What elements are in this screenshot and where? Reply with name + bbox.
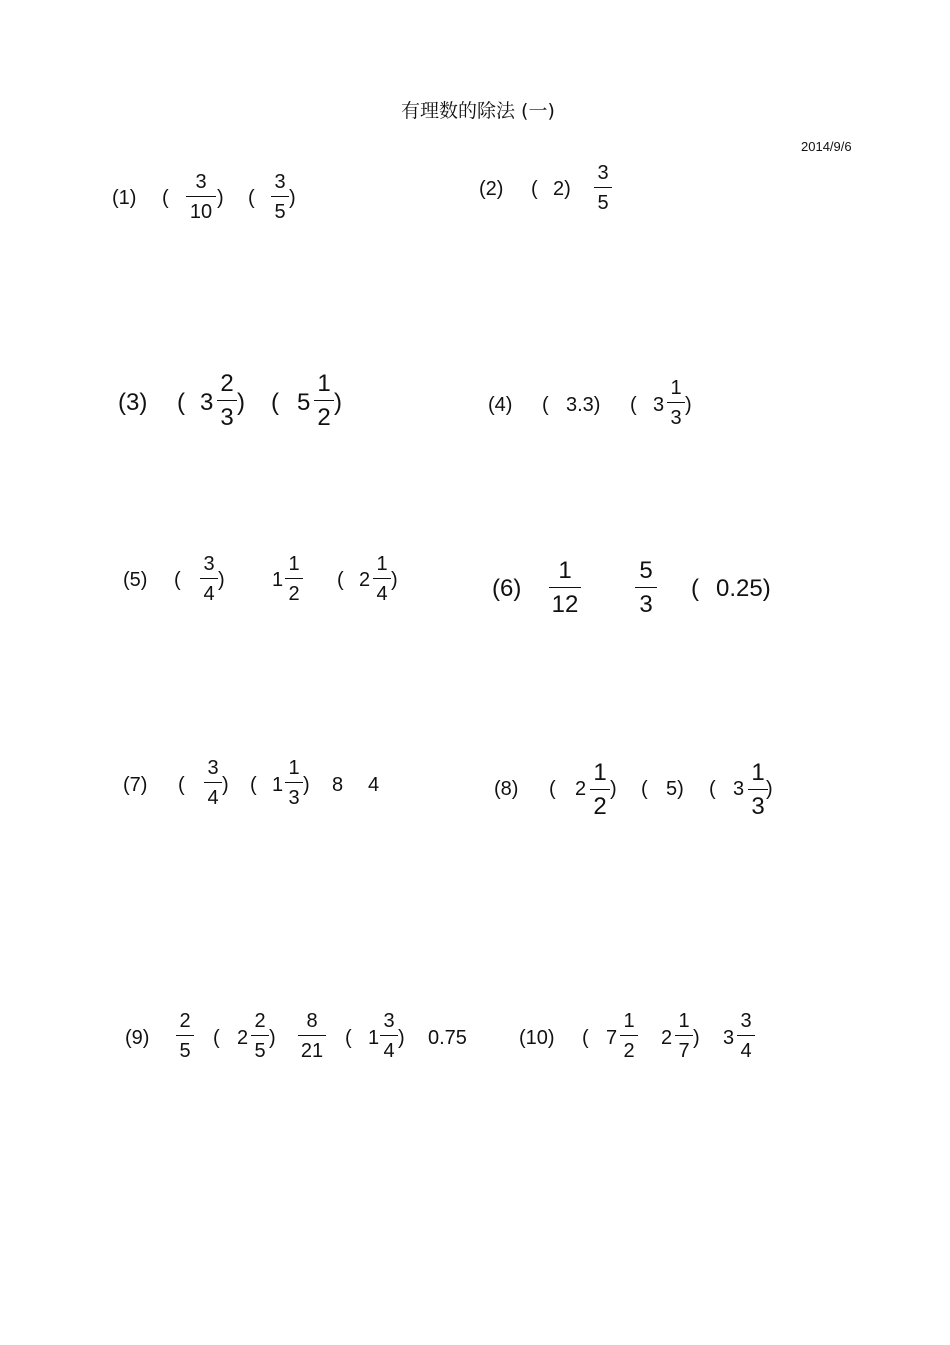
numerator: 3 xyxy=(274,171,286,193)
numerator: 8 xyxy=(306,1010,318,1032)
numerator: 3 xyxy=(597,162,609,184)
fraction-bar xyxy=(204,782,222,783)
paren-close: ) xyxy=(222,774,229,796)
fraction xyxy=(176,1011,194,1061)
paren-open: ( xyxy=(337,569,344,591)
problem-label: (4) xyxy=(488,394,513,416)
whole-number: 3 xyxy=(733,778,745,800)
fraction xyxy=(251,1011,269,1061)
denominator: 4 xyxy=(207,787,219,809)
denominator: 2 xyxy=(288,583,300,605)
problem-label: (10) xyxy=(519,1027,555,1049)
paren-open: ( xyxy=(582,1027,589,1049)
numerator: 2 xyxy=(254,1010,266,1032)
problem-label: (1) xyxy=(112,187,137,209)
fraction xyxy=(271,172,289,222)
paren-close: ) xyxy=(334,389,342,416)
fraction xyxy=(590,761,610,819)
fraction-bar xyxy=(748,789,768,790)
paren-close: ) xyxy=(289,187,296,209)
paren-open: ( xyxy=(531,178,538,200)
fraction-bar xyxy=(590,789,610,790)
numerator: 3 xyxy=(383,1010,395,1032)
numerator: 3 xyxy=(740,1010,752,1032)
paren-open: ( xyxy=(641,778,648,800)
numerator: 3 xyxy=(207,757,219,779)
numerator: 1 xyxy=(678,1010,690,1032)
paren-open: ( xyxy=(691,575,699,602)
numerator: 1 xyxy=(288,757,300,779)
fraction-bar xyxy=(594,187,612,188)
whole-number: 7 xyxy=(606,1027,618,1049)
fraction-bar xyxy=(217,400,237,401)
paren-open: ( xyxy=(250,774,257,796)
value: 3.3) xyxy=(566,394,601,416)
fraction-bar xyxy=(251,1035,269,1036)
whole-number: 1 xyxy=(368,1027,380,1049)
fraction xyxy=(675,1011,693,1061)
date: 2014/9/6 xyxy=(801,139,852,154)
fraction xyxy=(204,758,222,808)
fraction-bar xyxy=(620,1035,638,1036)
paren-open: ( xyxy=(174,569,181,591)
numerator: 1 xyxy=(593,759,607,786)
denominator: 7 xyxy=(678,1040,690,1062)
fraction-bar xyxy=(176,1035,194,1036)
whole-number: 3 xyxy=(653,394,665,416)
fraction-bar xyxy=(667,402,685,403)
fraction xyxy=(314,372,334,430)
fraction xyxy=(748,761,768,819)
paren-open: ( xyxy=(213,1027,220,1049)
paren-open: ( xyxy=(549,778,556,800)
fraction xyxy=(620,1011,638,1061)
numerator: 3 xyxy=(195,171,207,193)
numerator: 1 xyxy=(317,370,331,397)
problem-label: (6) xyxy=(492,575,522,602)
denominator: 5 xyxy=(254,1040,266,1062)
whole-number: 2 xyxy=(359,569,371,591)
paren-open: ( xyxy=(248,187,255,209)
paren-close: ) xyxy=(398,1027,405,1049)
paren-open: ( xyxy=(162,187,169,209)
numerator: 1 xyxy=(623,1010,635,1032)
denominator: 2 xyxy=(317,404,331,431)
whole-number: 3 xyxy=(723,1027,735,1049)
value: 8 xyxy=(332,774,344,796)
paren-close: ) xyxy=(391,569,398,591)
fraction xyxy=(200,554,218,604)
fraction xyxy=(667,378,685,428)
denominator: 21 xyxy=(300,1040,324,1062)
numerator: 3 xyxy=(203,553,215,575)
fraction xyxy=(635,559,657,617)
paren-open: ( xyxy=(345,1027,352,1049)
problem-label: (3) xyxy=(118,389,148,416)
fraction-bar xyxy=(285,578,303,579)
fraction-bar xyxy=(549,587,581,588)
paren-open: ( xyxy=(177,389,185,416)
fraction-bar xyxy=(271,196,289,197)
paren-open: ( xyxy=(178,774,185,796)
denominator: 2 xyxy=(593,793,607,820)
value: 4 xyxy=(368,774,380,796)
page-title: 有理数的除法 (一) xyxy=(401,100,555,122)
fraction-bar xyxy=(285,782,303,783)
denominator: 4 xyxy=(203,583,215,605)
fraction xyxy=(186,172,216,222)
whole-number: 3 xyxy=(200,389,214,416)
whole-number: 2 xyxy=(661,1027,673,1049)
paren-close: ) xyxy=(685,394,692,416)
paren-open: ( xyxy=(630,394,637,416)
denominator: 2 xyxy=(623,1040,635,1062)
denominator: 4 xyxy=(376,583,388,605)
fraction-bar xyxy=(635,587,657,588)
numerator: 1 xyxy=(376,553,388,575)
denominator: 4 xyxy=(740,1040,752,1062)
numerator: 1 xyxy=(670,377,682,399)
paren-open: ( xyxy=(271,389,279,416)
fraction-bar xyxy=(380,1035,398,1036)
whole-number: 1 xyxy=(272,774,284,796)
value: 5) xyxy=(666,778,684,800)
problem-label: (7) xyxy=(123,774,148,796)
numerator: 1 xyxy=(558,557,572,584)
fraction xyxy=(285,758,303,808)
problem-label: (9) xyxy=(125,1027,150,1049)
problem-label: (8) xyxy=(494,778,519,800)
fraction xyxy=(737,1011,755,1061)
problem-label: (5) xyxy=(123,569,148,591)
fraction-bar xyxy=(298,1035,326,1036)
denominator: 3 xyxy=(751,793,765,820)
numerator: 2 xyxy=(220,370,234,397)
denominator: 5 xyxy=(597,192,609,214)
fraction xyxy=(217,372,237,430)
paren-close: ) xyxy=(218,569,225,591)
denominator: 3 xyxy=(288,787,300,809)
fraction xyxy=(298,1011,326,1061)
denominator: 5 xyxy=(179,1040,191,1062)
value: 2) xyxy=(553,178,571,200)
fraction xyxy=(380,1011,398,1061)
fraction-bar xyxy=(314,400,334,401)
paren-close: ) xyxy=(269,1027,276,1049)
denominator: 3 xyxy=(670,407,682,429)
paren-open: ( xyxy=(709,778,716,800)
numerator: 1 xyxy=(288,553,300,575)
numerator: 1 xyxy=(751,759,765,786)
fraction-bar xyxy=(737,1035,755,1036)
numerator: 2 xyxy=(179,1010,191,1032)
problem-label: (2) xyxy=(479,178,504,200)
paren-close: ) xyxy=(237,389,245,416)
whole-number: 1 xyxy=(272,569,284,591)
denominator: 10 xyxy=(189,201,213,223)
fraction xyxy=(549,559,581,617)
fraction-bar xyxy=(373,578,391,579)
paren-close: ) xyxy=(610,778,617,800)
fraction-bar xyxy=(200,578,218,579)
value: 0.25) xyxy=(716,575,771,602)
paren-close: ) xyxy=(303,774,310,796)
paren-close: ) xyxy=(766,778,773,800)
whole-number: 2 xyxy=(237,1027,249,1049)
fraction xyxy=(285,554,303,604)
value: 0.75 xyxy=(428,1027,467,1049)
denominator: 12 xyxy=(551,591,579,618)
paren-open: ( xyxy=(542,394,549,416)
fraction-bar xyxy=(675,1035,693,1036)
fraction xyxy=(594,163,612,213)
fraction-bar xyxy=(186,196,216,197)
denominator: 4 xyxy=(383,1040,395,1062)
paren-close: ) xyxy=(693,1027,700,1049)
denominator: 5 xyxy=(274,201,286,223)
whole-number: 2 xyxy=(575,778,587,800)
denominator: 3 xyxy=(220,404,234,431)
denominator: 3 xyxy=(639,591,653,618)
whole-number: 5 xyxy=(297,389,311,416)
fraction xyxy=(373,554,391,604)
paren-close: ) xyxy=(217,187,224,209)
numerator: 5 xyxy=(639,557,653,584)
